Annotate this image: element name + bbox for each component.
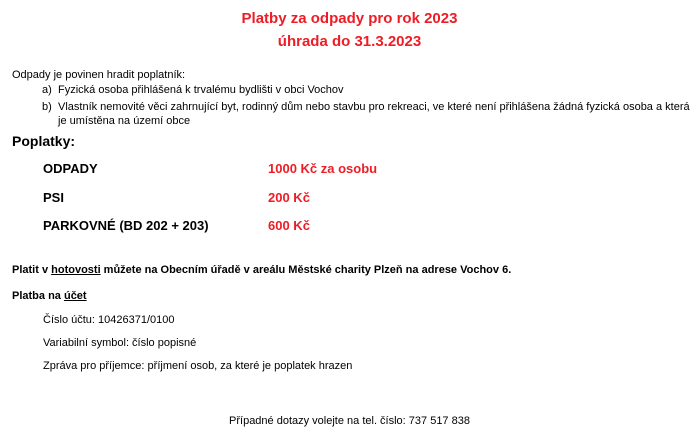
fee-label-parking: PARKOVNÉ (BD 202 + 203) <box>43 218 209 233</box>
fee-amount-waste: 1000 Kč za osobu <box>268 161 378 176</box>
account-number: Číslo účtu: 10426371/0100 <box>43 314 175 326</box>
list-item <box>42 100 692 128</box>
page-subtitle-deadline: úhrada do 31.3.2023 <box>277 33 422 50</box>
fee-label-waste: ODPADY <box>43 161 98 176</box>
cash-payment-info <box>12 264 511 276</box>
account-payment-heading <box>12 290 87 302</box>
obligor-list <box>42 83 692 131</box>
fee-amount-parking: 600 Kč <box>268 218 310 233</box>
list-marker: b) <box>42 101 52 113</box>
account-underlined: účet <box>63 290 87 302</box>
contact-phone: Případné dotazy volejte na tel. číslo: 737 517 838 <box>229 415 470 427</box>
account-prefix: Platba na <box>12 290 64 302</box>
list-item <box>42 83 692 97</box>
list-item-text: Vlastník nemovité věci zahrnující byt, rodinný dům nebo stavbu pro rekreaci, ve které není přihlášena žádná fyzická osoba a která je umístěna na území obce <box>58 101 690 127</box>
payee-message: Zpráva pro příjemce: příjmení osob, za které je poplatek hrazen <box>43 360 353 372</box>
list-marker: a) <box>42 84 52 96</box>
intro-text: Odpady je povinen hradit poplatník: <box>12 69 186 81</box>
fee-label-dogs: PSI <box>43 190 64 205</box>
cash-underlined: hotovosti <box>51 264 101 276</box>
cash-prefix: Platit v <box>12 264 52 276</box>
variable-symbol: Variabilní symbol: číslo popisné <box>43 337 197 349</box>
list-item-text: Fyzická osoba přihlášená k trvalému bydlišti v obci Vochov <box>58 84 344 96</box>
fees-heading: Poplatky: <box>12 133 76 149</box>
fee-amount-dogs: 200 Kč <box>268 190 310 205</box>
page-title: Platby za odpady pro rok 2023 <box>241 10 458 27</box>
cash-suffix: můžete na Obecním úřadě v areálu Městské charity Plzeň na adrese Vochov 6. <box>100 264 512 276</box>
